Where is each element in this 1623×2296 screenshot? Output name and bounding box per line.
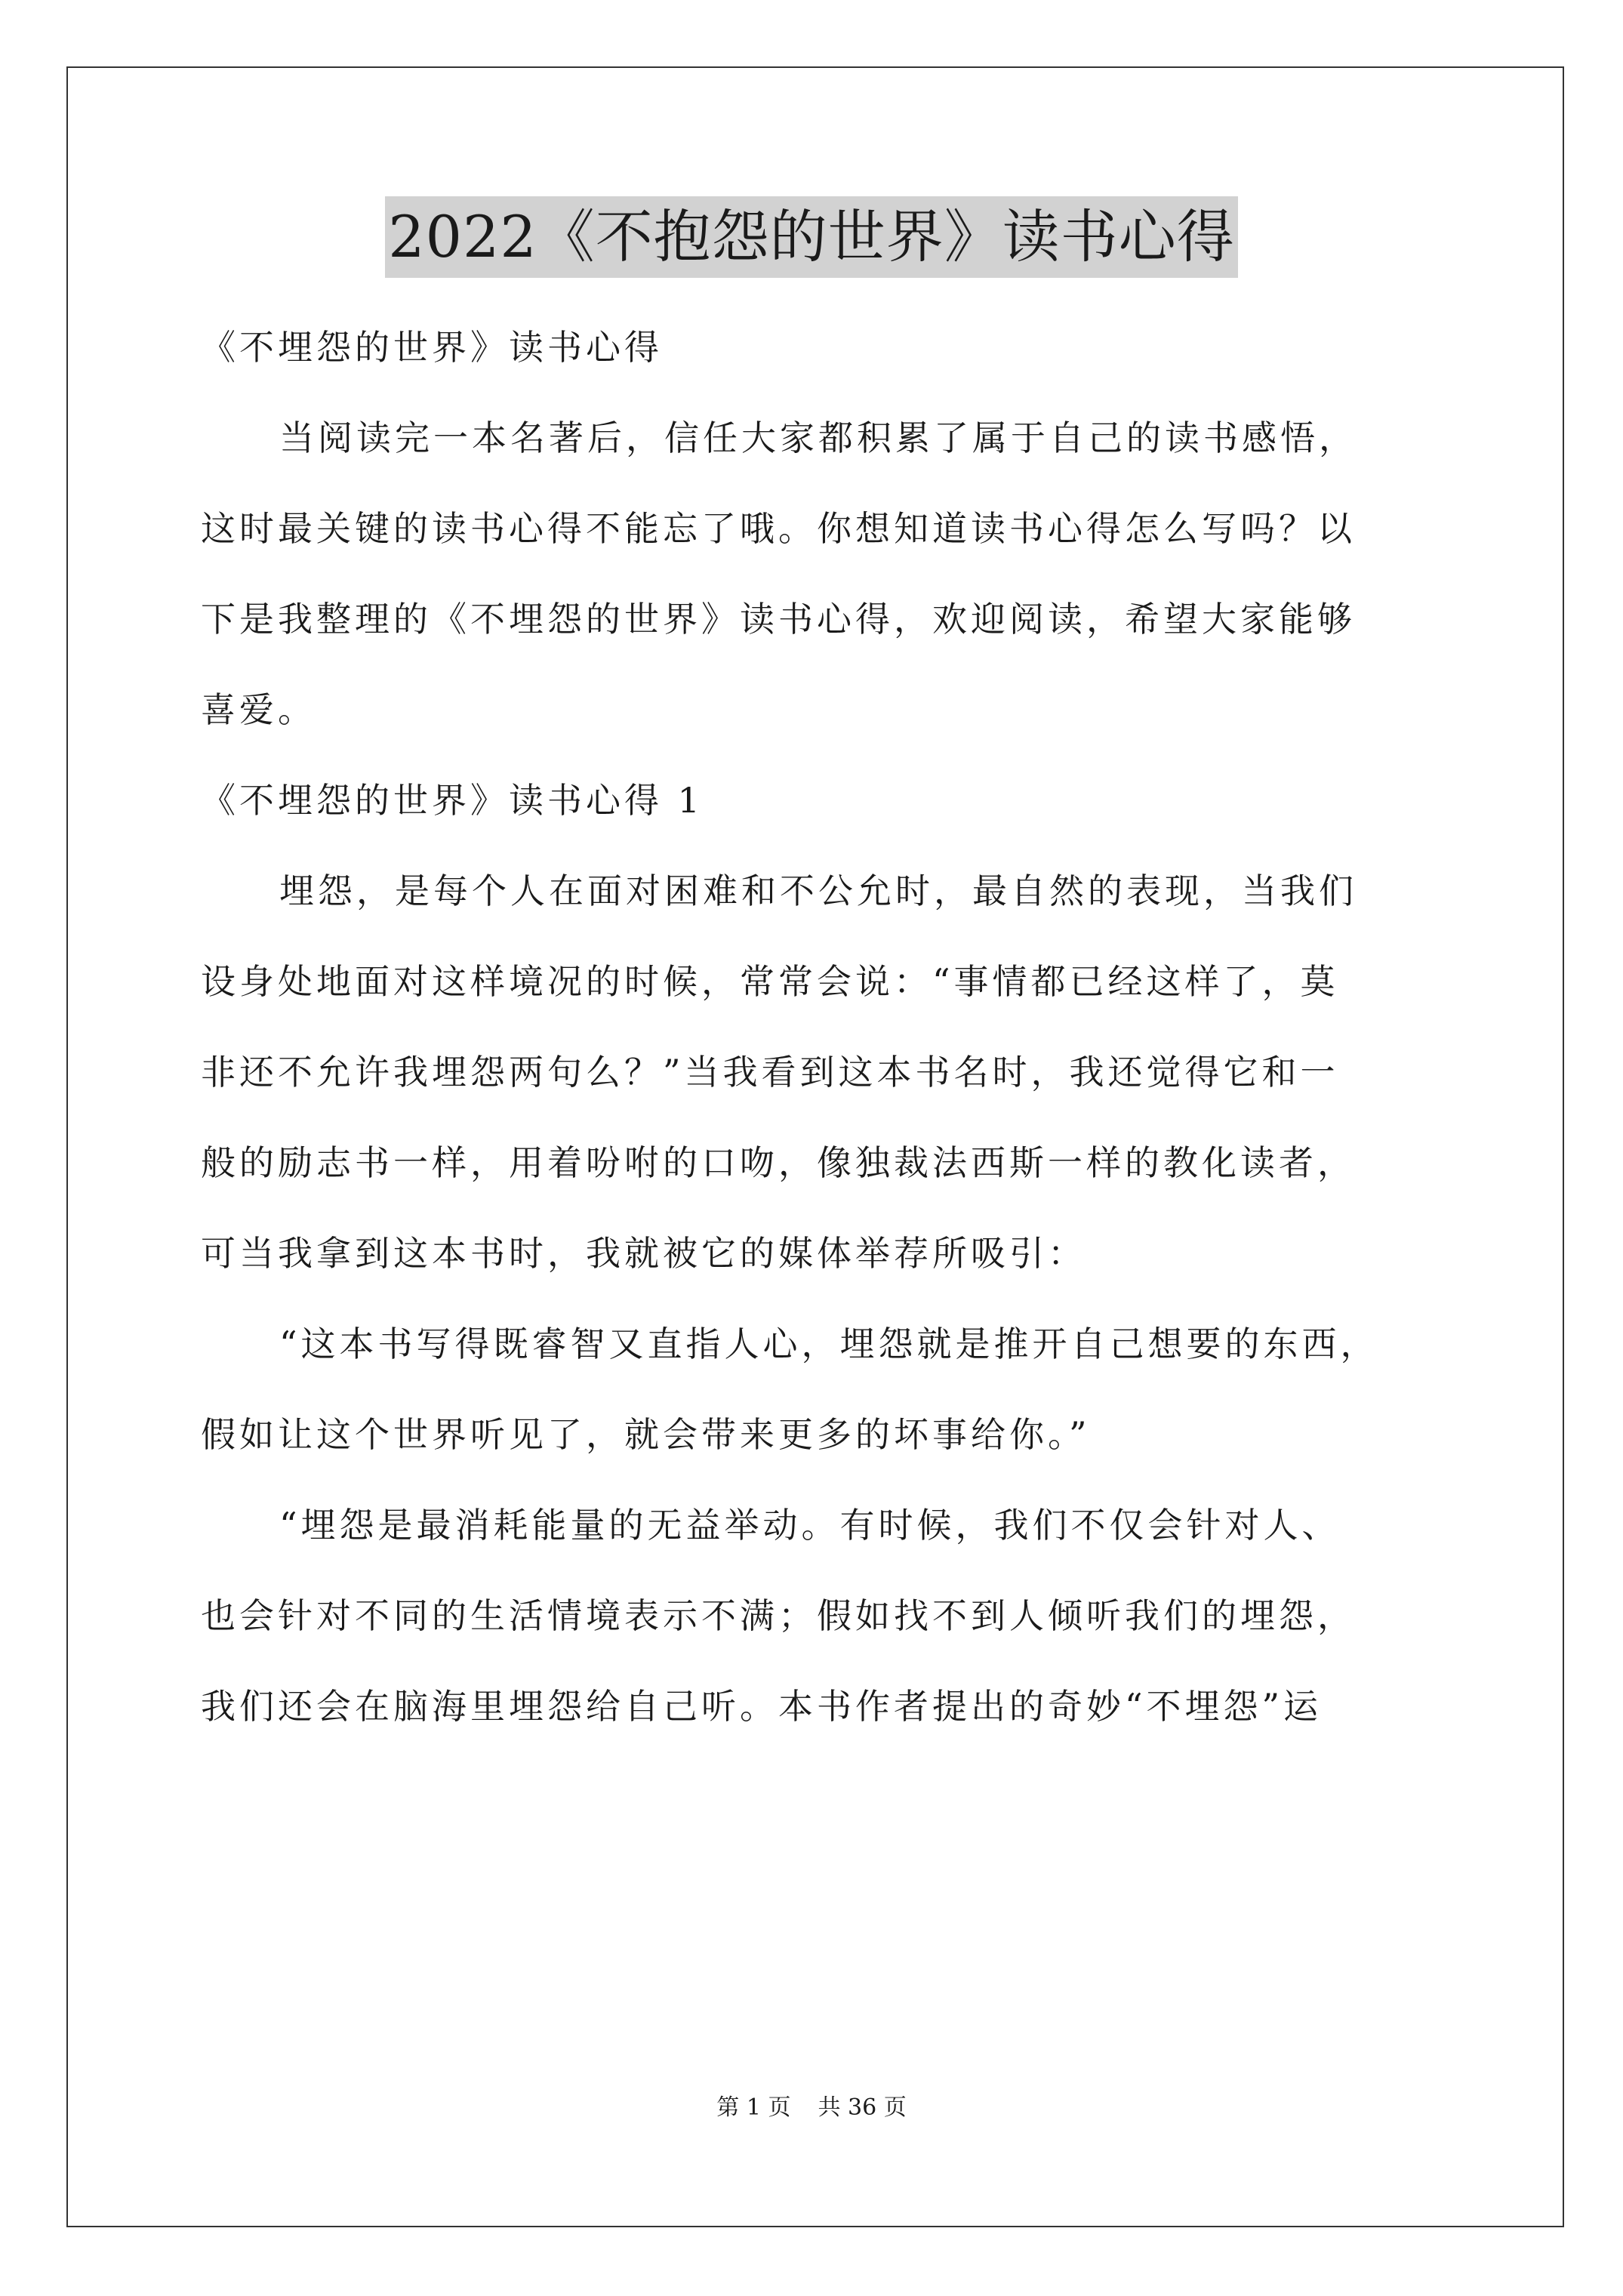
page-footer [0, 2093, 1623, 2123]
text-line: 喜爱。 [201, 689, 316, 730]
title-container [0, 196, 1623, 278]
text-line: 这时最关键的读书心得不能忘了哦。你想知道读书心得怎么写吗？以 [201, 508, 1356, 549]
text-line: 当阅读完一本名著后，信任大家都积累了属于自己的读书感悟， [279, 418, 1357, 458]
page-number: 第 1 页 [716, 2094, 791, 2121]
text-line: 埋怨，是每个人在面对困难和不公允时，最自然的表现，当我们 [279, 871, 1357, 911]
text-line: 般的励志书一样，用着吩咐的口吻，像独裁法西斯一样的教化读者， [201, 1142, 1356, 1183]
text-line: 设身处地面对这样境况的时候，常常会说：“事情都已经这样了，莫 [201, 961, 1339, 1002]
text-line: 可当我拿到这本书时，我就被它的媒体举荐所吸引： [201, 1233, 1086, 1274]
text-line: 《不埋怨的世界》读书心得 [201, 327, 663, 368]
page-total: 共 36 页 [818, 2094, 907, 2121]
text-line: 也会针对不同的生活情境表示不满；假如找不到人倾听我们的埋怨， [201, 1595, 1356, 1636]
text-line: 《不埋怨的世界》读书心得 1 [201, 780, 704, 821]
document-body [201, 302, 1469, 1752]
text-line: “埋怨是最消耗能量的无益举动。有时候，我们不仅会针对人、 [279, 1505, 1341, 1546]
document-title: 2022《不抱怨的世界》读书心得 [385, 196, 1237, 278]
text-line: 非还不允许我埋怨两句么？”当我看到这本书名时，我还觉得它和一 [201, 1052, 1339, 1093]
text-line: 假如让这个世界听见了，就会带来更多的坏事给你。” [201, 1414, 1091, 1455]
text-line: 下是我整理的《不埋怨的世界》读书心得，欢迎阅读，希望大家能够 [201, 599, 1356, 639]
text-line: 我们还会在脑海里埋怨给自己听。本书作者提出的奇妙“不埋怨”运 [201, 1686, 1323, 1727]
text-line: “这本书写得既睿智又直指人心，埋怨就是推开自己想要的东西， [279, 1324, 1379, 1364]
